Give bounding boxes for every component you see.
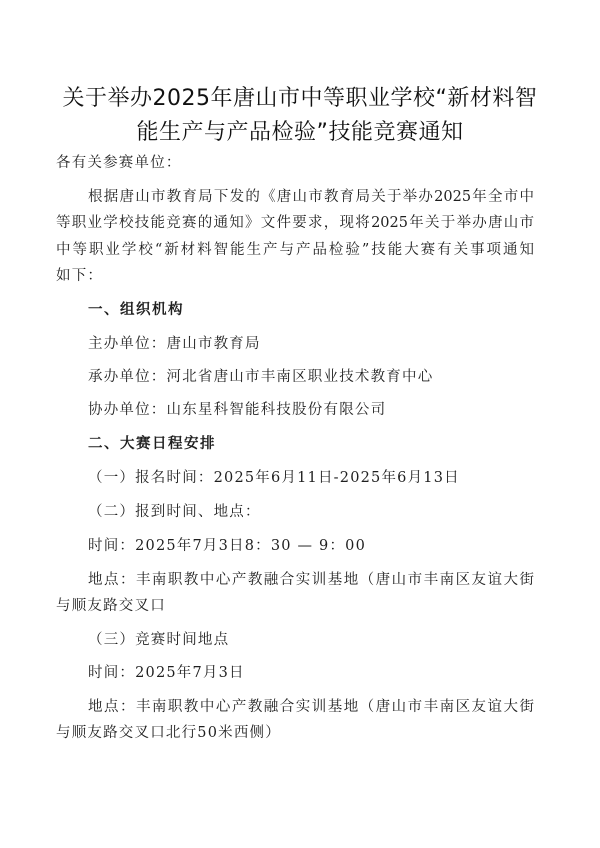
contest-time: 时间：2025年7月3日: [88, 665, 245, 681]
host-unit: 主办单位：唐山市教育局: [88, 336, 261, 352]
checkin-place-line-2: 与顺友路交叉口: [56, 598, 166, 614]
contest-heading: （三）竞赛时间地点: [88, 632, 230, 648]
checkin-time: 时间：2025年7月3日8：30 — 9：00: [88, 538, 367, 554]
co-organizer-unit: 协办单位：山东星科智能科技股份有限公司: [88, 402, 387, 418]
intro-line-2: 等职业学校技能竞赛的通知》文件要求，现将2025年关于举办唐山市: [56, 215, 534, 231]
intro-line-4: 如下：: [56, 268, 104, 284]
organizer-unit: 承办单位：河北省唐山市丰南区职业技术教育中心: [88, 369, 434, 385]
notice-title: [50, 82, 550, 150]
section-2-heading: 二、大赛日程安排: [88, 436, 216, 452]
salutation: 各有关参赛单位：: [56, 155, 182, 171]
contest-place-line-1: 地点：丰南职教中心产教融合实训基地（唐山市丰南区友谊大街: [88, 699, 534, 715]
intro-line-3: 中等职业学校“新材料智能生产与产品检验”技能大赛有关事项通知: [56, 242, 534, 258]
section-1-heading: 一、组织机构: [88, 302, 184, 318]
intro-line-1: 根据唐山市教育局下发的《唐山市教育局关于举办2025年全市中: [88, 189, 534, 205]
contest-place-line-2: 与顺友路交叉口北行50米西侧）: [56, 725, 281, 741]
checkin-heading: （二）报到时间、地点：: [88, 504, 261, 520]
registration-time: （一）报名时间：2025年6月11日-2025年6月13日: [88, 470, 460, 486]
title-line-1: 关于举办2025年唐山市中等职业学校“新材料智: [62, 86, 538, 111]
title-line-2: 能生产与产品检验”技能竞赛通知: [136, 120, 464, 145]
checkin-place-line-1: 地点：丰南职教中心产教融合实训基地（唐山市丰南区友谊大街: [88, 572, 534, 588]
